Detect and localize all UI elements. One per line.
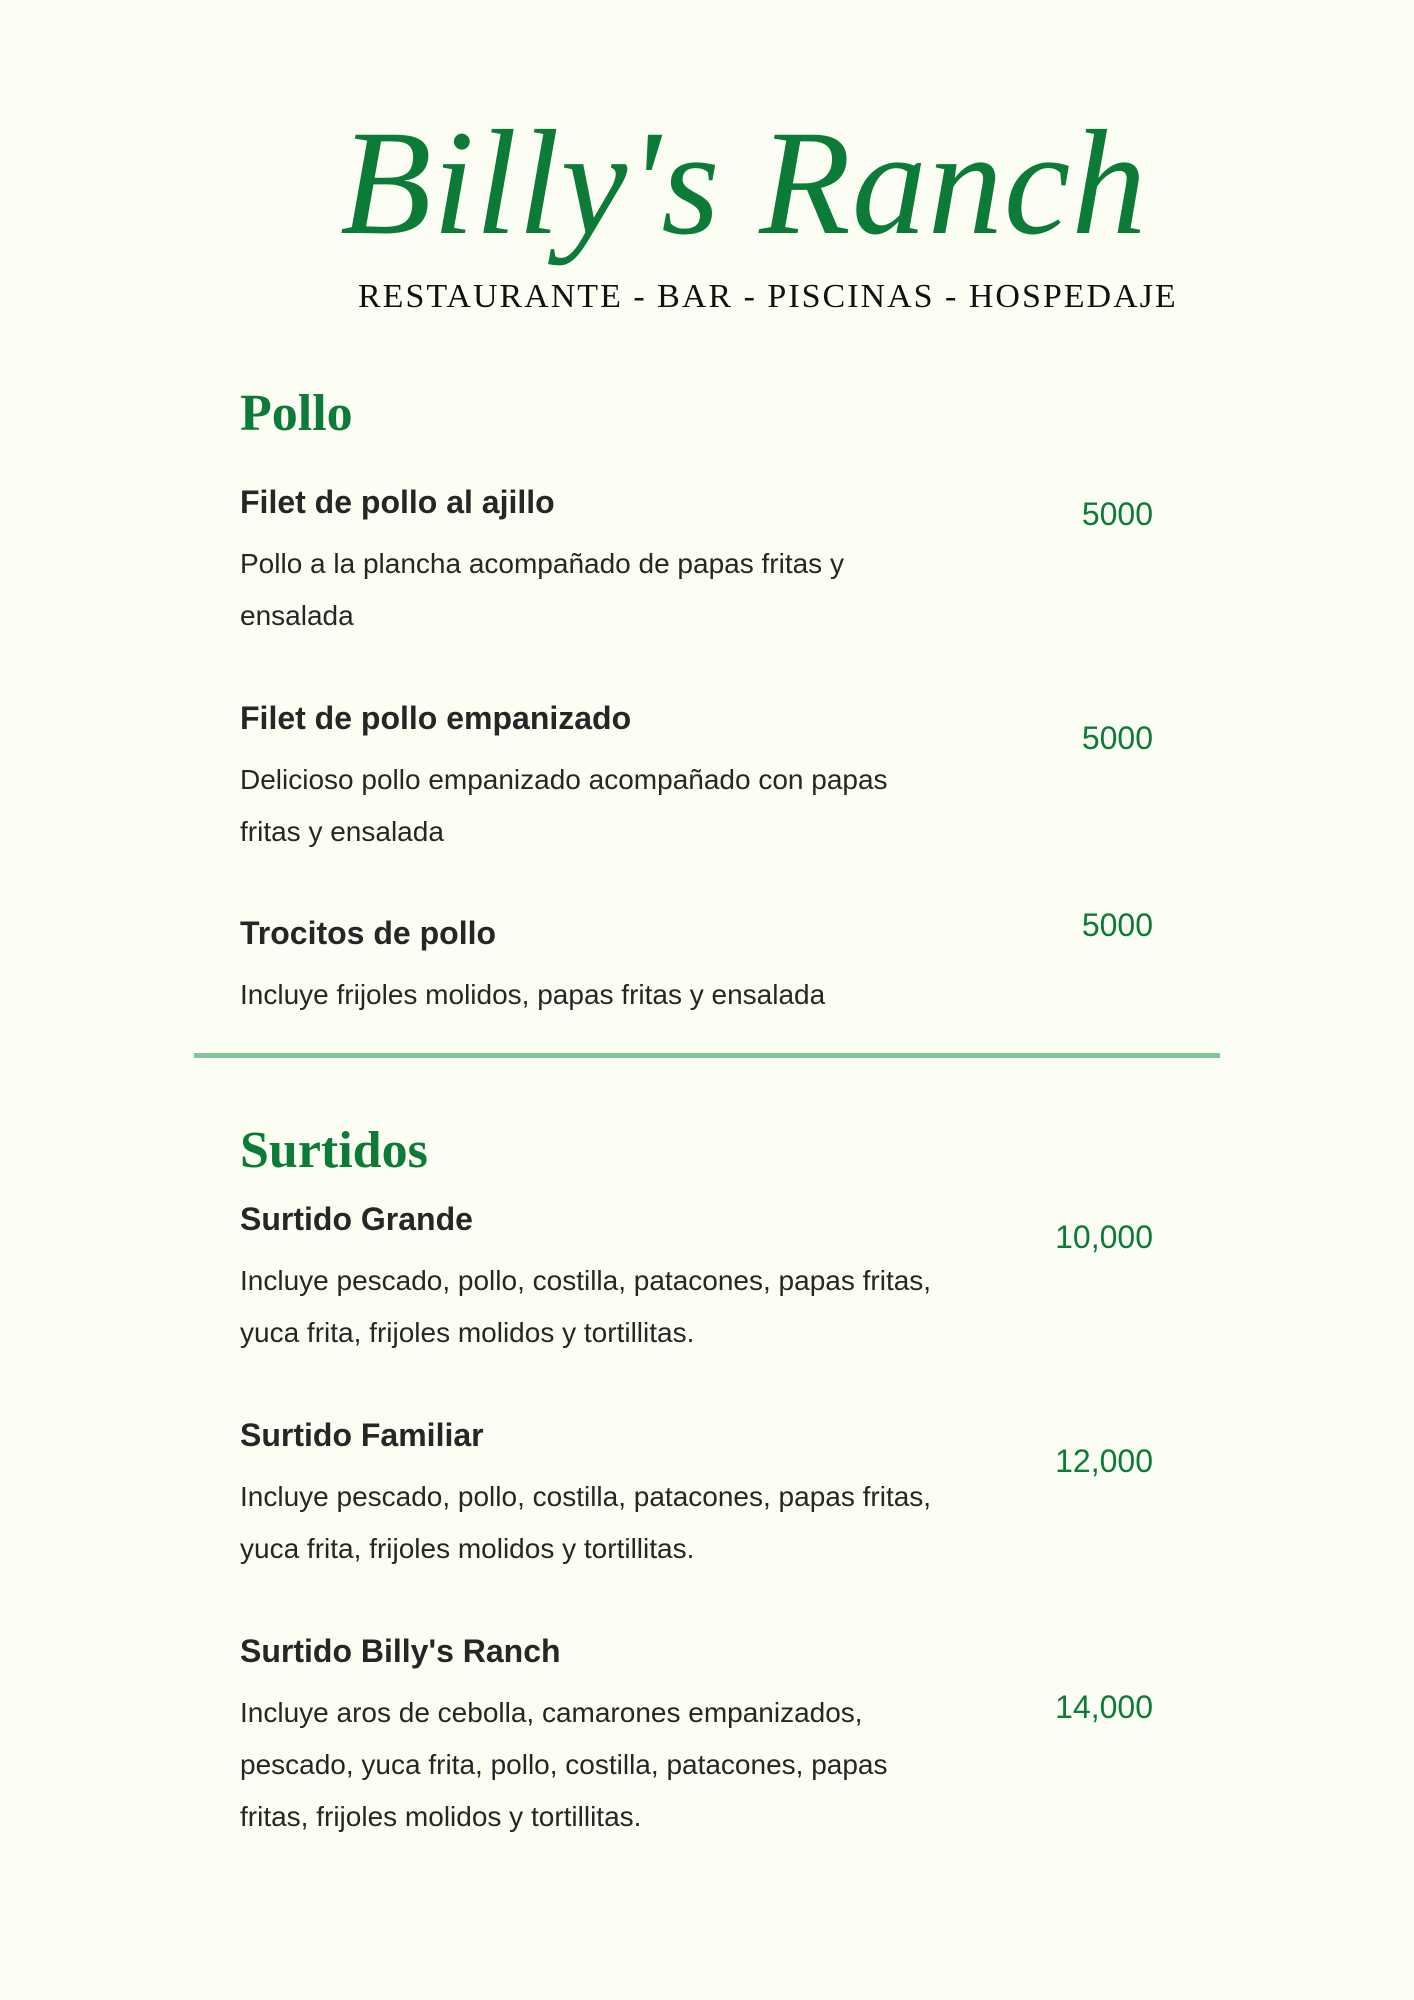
menu-item [240,1419,1220,1575]
section-title-pollo: Pollo [240,385,353,442]
item-description: Incluye pescado, pollo, costilla, patacones, papas fritas, yuca frita, frijoles molidos y tortillitas. [240,1265,932,1348]
restaurant-title: Billy's Ranch [340,100,1148,266]
item-description: Pollo a la plancha acompañado de papas fritas y ensalada [240,548,844,631]
item-price: 10,000 [1055,1219,1153,1255]
menu-item [240,486,1220,642]
item-name: Filet de pollo empanizado [240,700,632,736]
menu-item [240,1203,1220,1359]
item-name: Surtido Billy's Ranch [240,1633,561,1669]
item-description: Incluye aros de cebolla, camarones empanizados, pescado, yuca frita, pollo, costilla, patacones, papas fritas, frijoles molidos y tortillitas. [240,1697,888,1832]
restaurant-tagline: RESTAURANTE - BAR - PISCINAS - HOSPEDAJE [358,278,1178,315]
item-description: Incluye frijoles molidos, papas fritas y ensalada [240,979,826,1010]
menu-item [240,1635,1220,1843]
section-divider [194,1053,1220,1058]
item-price: 12,000 [1055,1443,1153,1479]
menu-item [240,702,1220,858]
item-description: Incluye pescado, pollo, costilla, patacones, papas fritas, yuca frita, frijoles molidos y tortillitas. [240,1481,932,1564]
item-name: Surtido Grande [240,1201,473,1237]
item-price: 14,000 [1055,1689,1153,1725]
section-title-surtidos: Surtidos [240,1122,428,1179]
item-name: Filet de pollo al ajillo [240,484,555,520]
item-price: 5000 [1081,496,1153,532]
item-description: Delicioso pollo empanizado acompañado con papas fritas y ensalada [240,764,888,847]
menu-item [240,907,1220,1021]
item-name: Trocitos de pollo [240,915,497,951]
item-price: 5000 [1081,907,1153,943]
item-name: Surtido Familiar [240,1417,484,1453]
item-price: 5000 [1081,720,1153,756]
